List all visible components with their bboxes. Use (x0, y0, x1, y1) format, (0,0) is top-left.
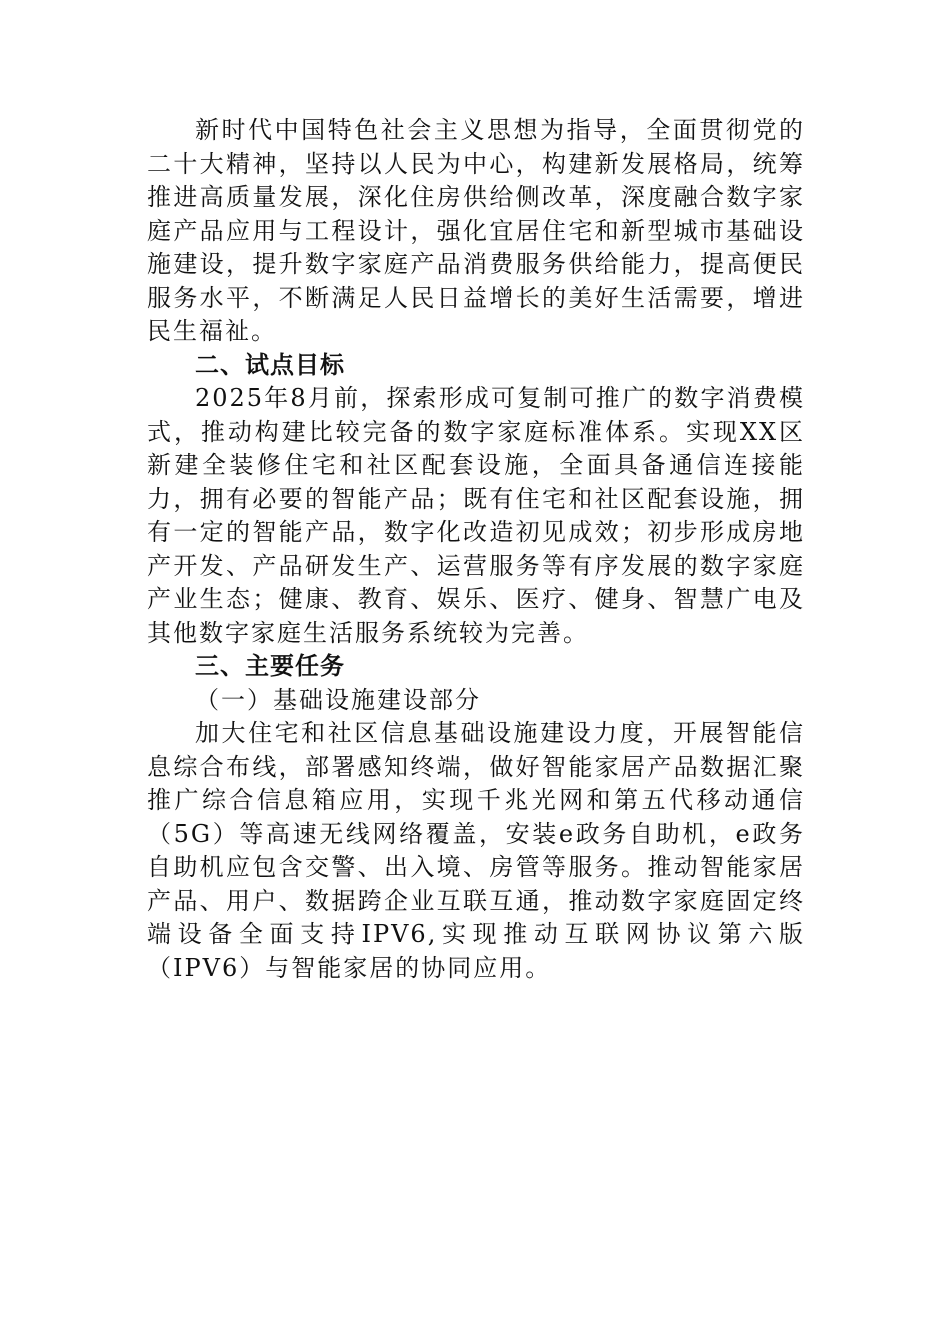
subsection-heading-infrastructure: （一）基础设施建设部分 (195, 685, 481, 714)
goals-paragraph: 2025年8月前，探索形成可复制可推广的数字消费模式，推动构建比较完备的数字家庭标准体系。实现XX区新建全装修住宅和社区配套设施，全面具备通信连接能力，拥有必要的智能产品；既有住宅和社区配套设施，拥有一定的智能产品，数字化改造初见成效；初步形成房地产开发、产品研发生产、运营服务等有序发展的数字家庭产业生态；健康、教育、娱乐、医疗、健身、智慧广电及其他数字家庭生活服务系统较为完善。 (147, 384, 805, 647)
section-heading-tasks: 三、主要任务 (195, 652, 345, 680)
section-heading-goals: 二、试点目标 (195, 350, 345, 379)
document-page (147, 114, 805, 985)
intro-paragraph: 新时代中国特色社会主义思想为指导，全面贯彻党的二十大精神，坚持以人民为中心，构建新发展格局，统筹推进高质量发展，深化住房供给侧改革，深度融合数字家庭产品应用与工程设计，强化宜居住宅和新型城市基础设施建设，提升数字家庭产品消费服务供给能力，提高便民服务水平，不断满足人民日益增长的美好生活需要，增进民生福祉。 (147, 116, 805, 345)
infrastructure-paragraph: 加大住宅和社区信息基础设施建设力度，开展智能信息综合布线，部署感知终端，做好智能家居产品数据汇聚推广综合信息箱应用，实现千兆光网和第五代移动通信（5G）等高速无线网络覆盖，安装e政务自助机，e政务自助机应包含交警、出入境、房管等服务。推动智能家居产品、用户、数据跨企业互联互通，推动数字家庭固定终端设备全面支持IPV6,实现推动互联网协议第六版（IPV6）与智能家居的协同应用。 (147, 719, 805, 982)
